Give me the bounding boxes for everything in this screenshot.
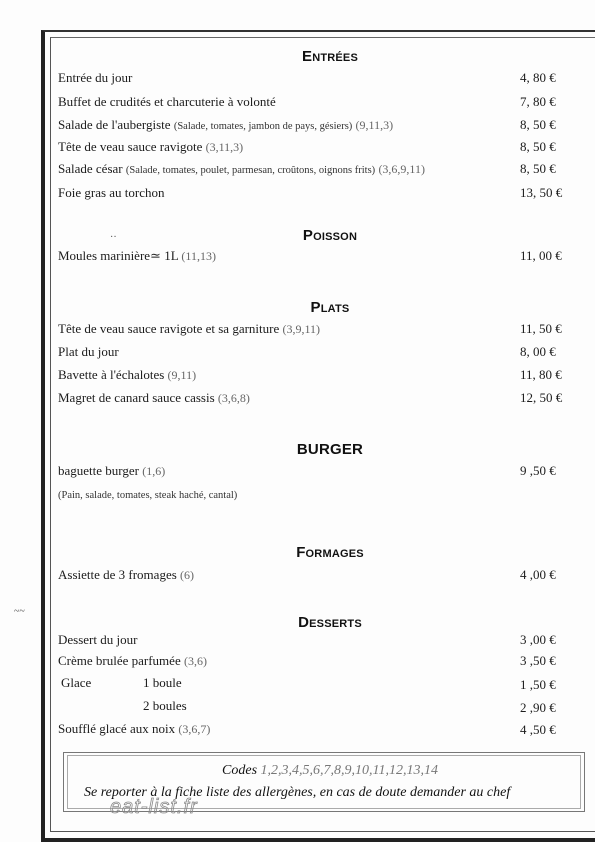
section-title-entrees: Entrées [301, 48, 359, 65]
section-title-formages: Formages [296, 544, 364, 561]
menu-item-price: 11, 00 € [520, 248, 562, 263]
menu-item-price: 1 ,50 € [520, 677, 556, 692]
menu-item: Foie gras au torchon [58, 185, 165, 200]
menu-item-price: 8, 00 € [520, 344, 556, 359]
menu-item-price: 4 ,00 € [520, 567, 556, 582]
allergen-codes-legend: Codes 1,2,3,4,5,6,7,8,9,10,11,12,13,14 [222, 763, 438, 778]
glace-option: 1 boule [143, 675, 182, 690]
glace-option: 2 boules [143, 698, 187, 713]
allergen-codes: (3,6,7) [178, 722, 211, 736]
menu-item-price: 4 ,50 € [520, 722, 556, 737]
allergen-codes: (3,9,11) [282, 322, 321, 336]
allergen-codes: (11,13) [181, 249, 216, 263]
section-title-poisson: Poisson [302, 227, 358, 244]
menu-item: Magret de canard sauce cassis (3,6,8) [58, 390, 250, 405]
menu-item: Entrée du jour [58, 70, 133, 85]
menu-item: Tête de veau sauce ravigote (3,11,3) [58, 139, 244, 154]
menu-item-price: 11, 50 € [520, 321, 562, 336]
scan-speck: ·· [110, 232, 117, 243]
menu-item: Salade de l'aubergiste (Salade, tomates, jambon de pays, gésiers) (9,11,3) [58, 117, 394, 132]
menu-item-price: 9 ,50 € [520, 463, 556, 478]
allergen-codes: (3,11,3) [205, 140, 244, 154]
menu-item: Buffet de crudités et charcuterie à volonté [58, 94, 276, 109]
menu-item: Moules marinière≃ 1L (11,13) [58, 248, 216, 263]
allergen-note: Se reporter à la fiche liste des allergènes, en cas de doute demander au chef [84, 785, 511, 800]
menu-item: Soufflé glacé aux noix (3,6,7) [58, 721, 211, 736]
menu-item-price: 12, 50 € [520, 390, 563, 405]
menu-item: Assiette de 3 fromages (6) [58, 567, 195, 582]
allergen-codes: (3,6,9,11) [378, 162, 425, 176]
section-title-burger: BURGER [296, 441, 364, 458]
menu-item: baguette burger (1,6) [58, 463, 166, 478]
menu-item-price: 3 ,00 € [520, 632, 556, 647]
allergen-codes: (3,6) [183, 654, 207, 668]
menu-item-price: 3 ,50 € [520, 653, 556, 668]
glace-label: Glace [61, 675, 92, 690]
allergen-codes: (9,11) [167, 368, 197, 382]
section-title-plats: Plats [310, 299, 350, 316]
menu-item: Bavette à l'échalotes (9,11) [58, 367, 197, 382]
menu-item-details: (Salade, tomates, jambon de pays, gésiers) [173, 121, 353, 132]
menu-item: Tête de veau sauce ravigote et sa garniture (3,9,11) [58, 321, 321, 336]
allergen-codes: (6) [180, 568, 195, 582]
menu-item: Salade césar (Salade, tomates, poulet, parmesan, croûtons, oignons frits) (3,6,9,11) [58, 161, 425, 176]
menu-item: Dessert du jour [58, 632, 138, 647]
menu-item-price: 8, 50 € [520, 117, 556, 132]
allergen-codes: (1,6) [142, 464, 166, 478]
menu-item-price: 4, 80 € [520, 70, 556, 85]
menu-item: Plat du jour [58, 344, 119, 359]
allergen-codes: (3,6,8) [217, 391, 250, 405]
menu-item-price: 7, 80 € [520, 94, 556, 109]
watermark-logo: eat-list.fr [110, 796, 198, 818]
menu-item-details: (Salade, tomates, poulet, parmesan, croûtons, oignons frits) [125, 165, 376, 176]
menu-item: Crème brulée parfumée (3,6) [58, 653, 207, 668]
menu-item-details: (Pain, salade, tomates, steak haché, cantal) [58, 490, 238, 501]
margin-mark: ~~ [14, 606, 25, 617]
menu-item-price: 13, 50 € [520, 185, 563, 200]
section-title-desserts: Desserts [298, 614, 362, 631]
menu-item-price: 2 ,90 € [520, 700, 556, 715]
menu-item-price: 8, 50 € [520, 139, 556, 154]
menu-item-price: 11, 80 € [520, 367, 562, 382]
allergen-codes: (9,11,3) [355, 118, 394, 132]
menu-item-price: 8, 50 € [520, 161, 556, 176]
menu-inner-frame [50, 37, 595, 832]
